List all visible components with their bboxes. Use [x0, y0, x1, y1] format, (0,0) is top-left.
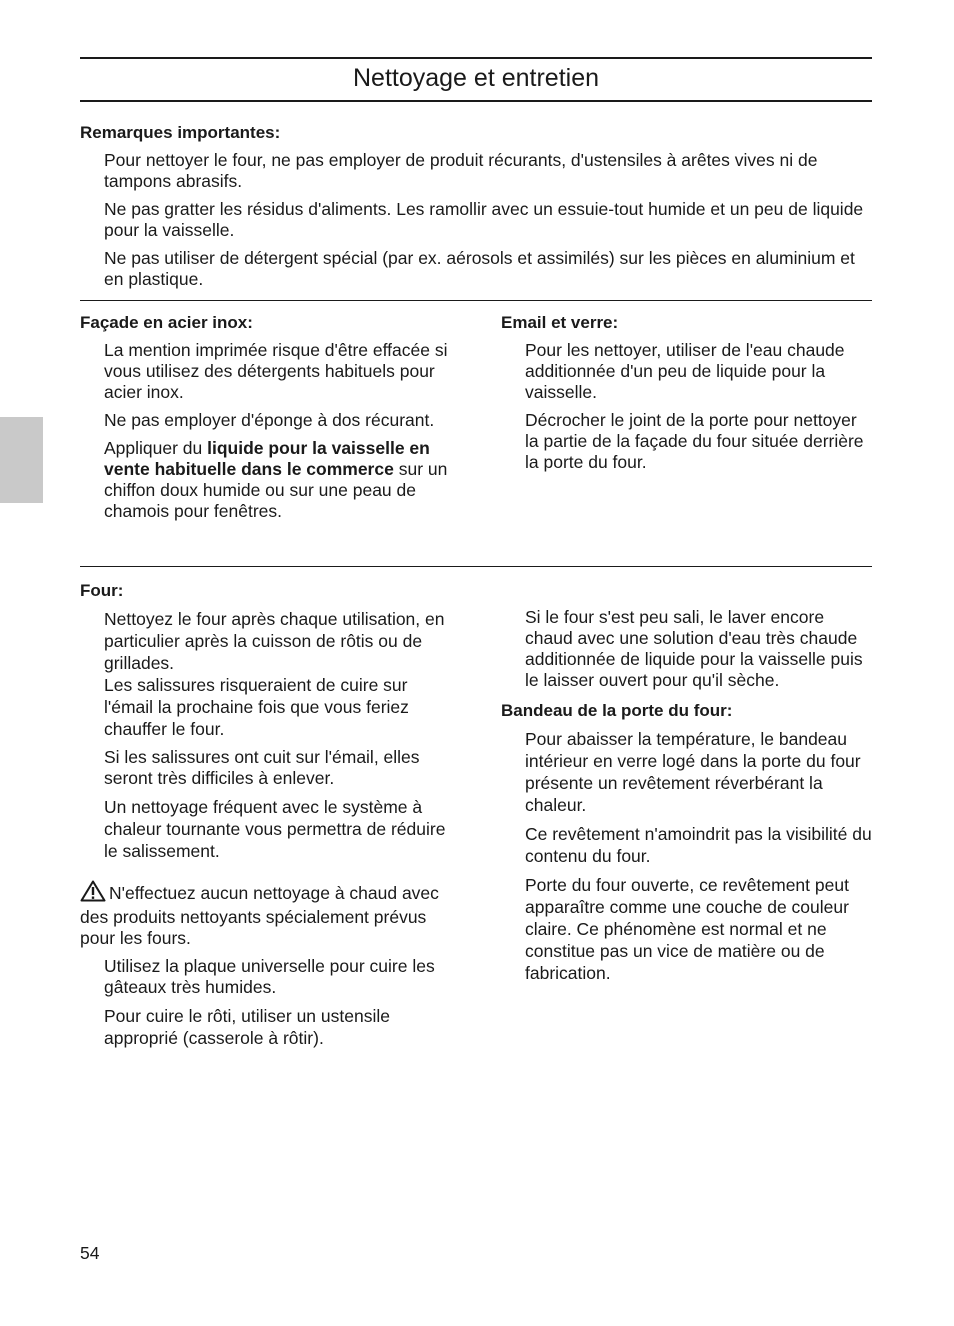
paragraph: Ne pas employer d'éponge à dos récurant. — [104, 410, 435, 430]
section-four-continued — [501, 607, 872, 991]
paragraph: Porte du four ouverte, ce revêtement peut apparaître comme une couche de couleur claire. Ce phénomène est normal et ne constitue pas un vice de matière ou de fabrication. — [525, 875, 849, 983]
apply-bold: liquide pour la vaisselle en vente habituelle dans le commerce — [104, 438, 430, 479]
paragraph: La mention imprimée risque d'être effacée si vous utilisez des détergents habituels pour acier inox. — [104, 340, 448, 402]
header-top-rule — [80, 57, 872, 59]
paragraph: Pour les nettoyer, utiliser de l'eau chaude additionnée d'un peu de liquide pour la vaisselle. — [525, 340, 845, 402]
section-email — [501, 313, 872, 480]
apply-prefix: Appliquer du — [104, 438, 208, 458]
page-number: 54 — [80, 1243, 100, 1263]
section-divider — [80, 300, 872, 301]
section-heading: Remarques importantes: — [80, 123, 281, 142]
section-heading-bandeau: Bandeau de la porte du four: — [501, 701, 733, 720]
section-heading: Façade en acier inox: — [80, 313, 253, 332]
warning-text: N'effectuez aucun nettoyage à chaud avec des produits nettoyants spécialement prévus pour les fours. — [80, 883, 439, 948]
warning-triangle-icon — [80, 880, 106, 907]
warning-paragraph — [80, 880, 458, 949]
paragraph: Pour cuire le rôti, utiliser un ustensile approprié (casserole à rôtir). — [104, 1006, 390, 1048]
paragraph: Ne pas utiliser de détergent spécial (par ex. aérosols et assimilés) sur les pièces en aluminium et en plastique. — [104, 248, 855, 289]
header-bottom-rule — [80, 100, 872, 102]
paragraph: Les salissures risqueraient de cuire sur l'émail la prochaine fois que vous feriez chauffer le four. — [104, 675, 409, 739]
paragraph: Utilisez la plaque universelle pour cuire les gâteaux très humides. — [104, 956, 435, 997]
paragraph: Un nettoyage fréquent avec le système à chaleur tournante vous permettra de réduire le salissement. — [104, 797, 446, 861]
paragraph: Si les salissures ont cuit sur l'émail, elles seront très difficiles à enlever. — [104, 747, 420, 788]
section-four — [80, 581, 458, 1056]
section-remarques — [80, 123, 872, 297]
paragraph-apply — [104, 438, 458, 522]
paragraph: Si le four s'est peu sali, le laver encore chaud avec une solution d'eau très chaude additionnée de liquide pour la vaisselle puis le laisser ouvert pour qu'il sèche. — [525, 607, 863, 690]
section-heading: Email et verre: — [501, 313, 619, 332]
section-heading: Four: — [80, 581, 124, 600]
paragraph: Pour nettoyer le four, ne pas employer de produit récurants, d'ustensiles à arêtes vives ni de tampons abrasifs. — [104, 150, 818, 191]
paragraph: Ne pas gratter les résidus d'aliments. Les ramollir avec un essuie-tout humide et un peu de liquide pour la vaisselle. — [104, 199, 864, 240]
paragraph: Décrocher le joint de la porte pour nettoyer la partie de la façade du four située derrière la porte du four. — [525, 410, 864, 472]
page-title: Nettoyage et entretien — [353, 64, 599, 92]
section-facade — [80, 313, 458, 529]
side-tab-marker — [0, 417, 43, 503]
paragraph: Ce revêtement n'amoindrit pas la visibilité du contenu du four. — [525, 824, 872, 866]
paragraph: Nettoyez le four après chaque utilisation, en particulier après la cuisson de rôtis ou de grillades. — [104, 609, 445, 673]
paragraph: Pour abaisser la température, le bandeau intérieur en verre logé dans la porte du four présente un revêtement réverbérant la chaleur. — [525, 729, 861, 815]
section-divider — [80, 566, 872, 567]
apply-suffix: sur un chiffon doux humide ou sur une peau de chamois pour fenêtres. — [104, 459, 448, 521]
